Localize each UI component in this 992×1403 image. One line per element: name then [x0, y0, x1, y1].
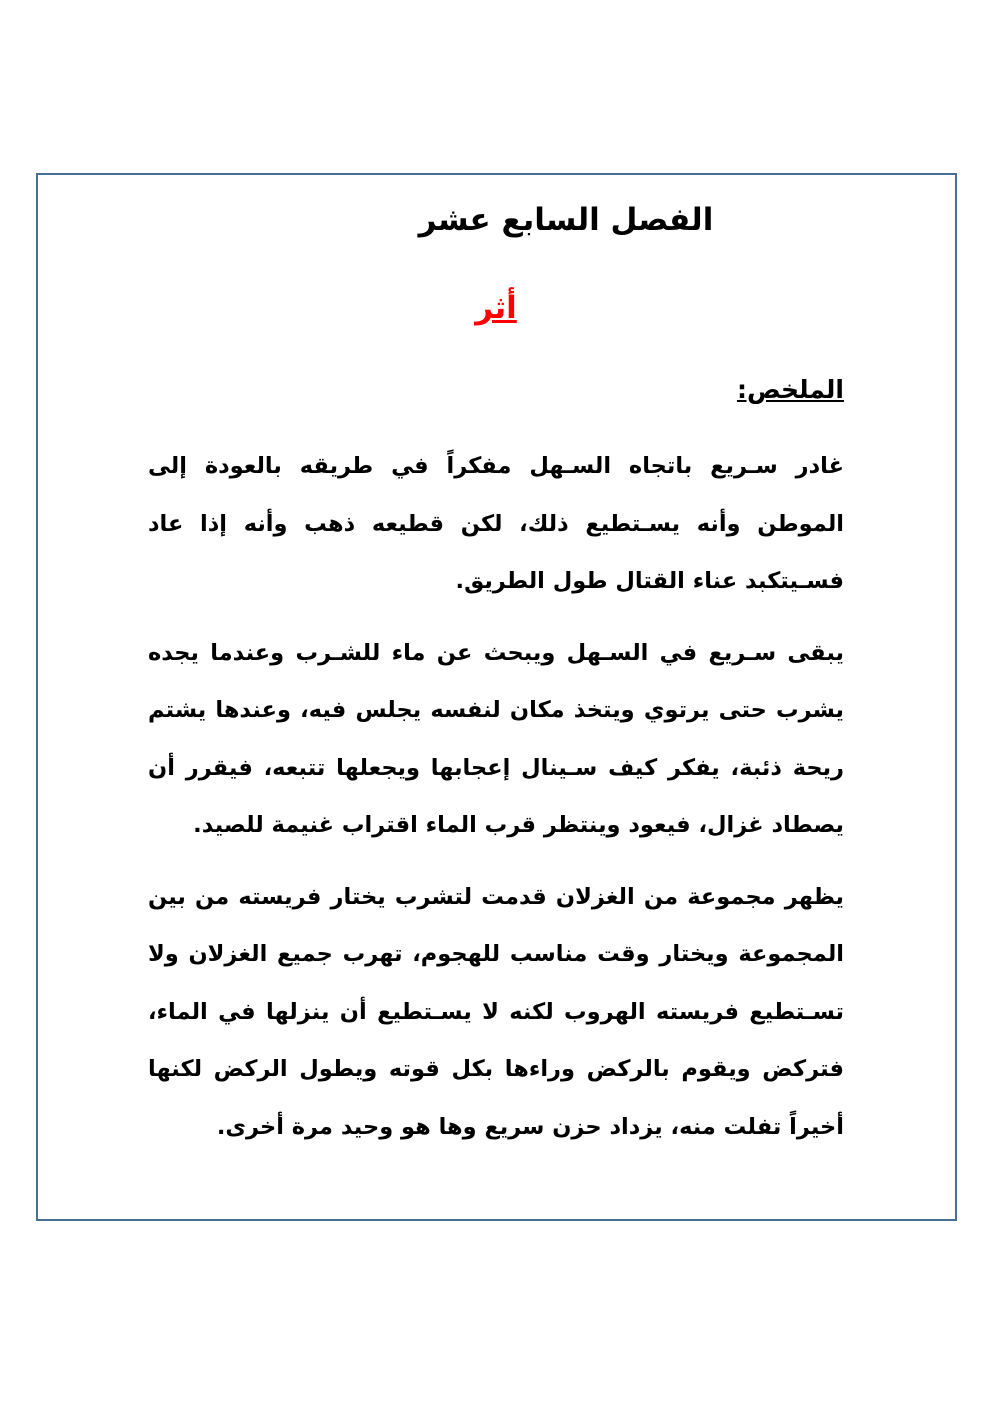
summary-paragraph-3: يظهر مجموعة من الغزلان قدمت لتشرب يختار فريسته من بين المجموعة ويختار وقت مناسب للهجوم، تهرب جميع الغزلان ولا تسـتطيع فريسته الهروب لكنه لا يسـتطيع أن ينزلها في الماء، فتركض ويقوم بالركض وراءها بكل قوته ويطول الركض لكنها أخيراً تفلت منه، يزداد حزن سريع وها هو وحيد مرة أخرى. — [148, 883, 844, 1140]
summary-body — [148, 438, 844, 1170]
section-title: أثر — [475, 290, 517, 326]
summary-paragraph-2: يبقى سـريع في السـهل ويبحث عن ماء للشـرب وعندما يجده يشرب حتى يرتوي ويتخذ مكان لنفسه يجلس فيه، وعندها يشتم ريحة ذئبة، يفكر كيف سـينال إعجابها ويجعلها تتبعه، فيقرر أن يصطاد غزال، فيعود وينتظر قرب الماء اقتراب غنيمة للصيد. — [148, 639, 844, 838]
summary-paragraph-1: غادر سـريع باتجاه السـهل مفكراً في طريقه بالعودة إلى الموطن وأنه يسـتطيع ذلك، لكن قطيعه ذهب وأنه إذا عاد فسـيتكبد عناء القتال طول الطريق. — [148, 453, 844, 594]
summary-label: الملخص: — [736, 375, 844, 404]
chapter-title: الفصل السابع عشر — [418, 202, 714, 238]
